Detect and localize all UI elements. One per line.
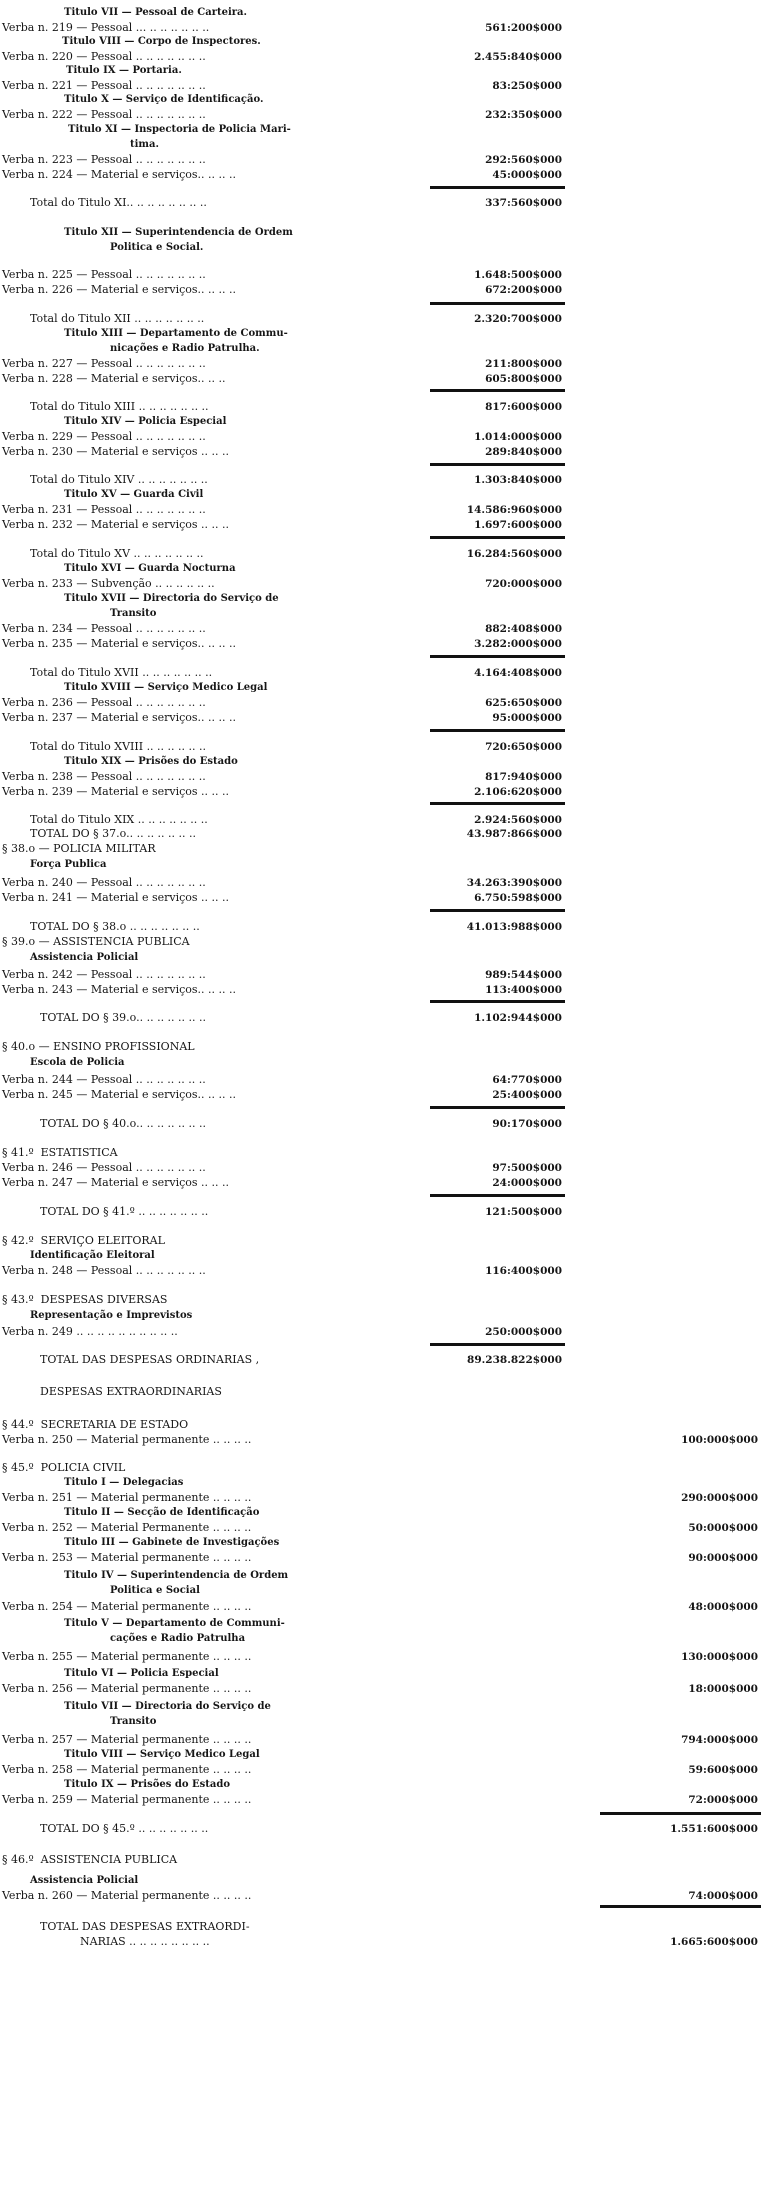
doc-line <box>0 1763 761 1777</box>
line-label: Verba n. 257 — Material permanente .. .. .. .. <box>2 1733 252 1746</box>
amount-ordinary: 25:400$000 <box>492 1089 562 1101</box>
doc-line <box>0 327 761 341</box>
doc-line <box>0 1476 761 1490</box>
amount-extraordinary: 290:000$000 <box>681 1492 758 1504</box>
amount-ordinary: 289:840$000 <box>485 446 562 458</box>
amount-ordinary: 3.282:000$000 <box>474 638 562 650</box>
section-heading: Transito <box>110 1716 157 1727</box>
doc-line <box>0 1569 761 1583</box>
line-label: Verba n. 240 — Pessoal .. .. .. .. .. .. .. <box>2 876 206 889</box>
rule-titulo-xvii <box>430 655 565 658</box>
doc-line <box>0 1920 761 1934</box>
amount-ordinary: 211:800$000 <box>485 358 562 370</box>
amount-ordinary: 232:350$000 <box>485 109 562 121</box>
amount-ordinary: 64:770$000 <box>492 1074 562 1086</box>
line-label: TOTAL DO § 37.o.. .. .. .. .. .. .. <box>30 827 197 840</box>
section-heading: Titulo X — Serviço de Identificação. <box>64 94 264 105</box>
amount-ordinary: 45:000$000 <box>492 169 562 181</box>
amount-ordinary: 14.586:960$000 <box>466 504 562 516</box>
amount-extraordinary: 48:000$000 <box>688 1601 758 1613</box>
doc-line <box>0 968 761 982</box>
amount-extraordinary: 1.665:600$000 <box>670 1936 758 1948</box>
amount-ordinary: 882:408$000 <box>485 623 562 635</box>
doc-line <box>0 445 761 459</box>
amount-extraordinary: 130:000$000 <box>681 1651 758 1663</box>
doc-line <box>0 1733 761 1747</box>
doc-line <box>0 607 761 621</box>
section-heading: Titulo XV — Guarda Civil <box>64 489 204 500</box>
section-heading: Titulo VII — Pessoal de Carteira. <box>64 7 248 18</box>
line-label: Verba n. 220 — Pessoal .. .. .. .. .. .. .. <box>2 50 206 63</box>
doc-line <box>0 93 761 107</box>
amount-ordinary: 1.303:840$000 <box>474 474 562 486</box>
section-heading: Identificação Eleitoral <box>30 1250 155 1261</box>
doc-line <box>0 1385 761 1399</box>
doc-line <box>0 1205 761 1219</box>
line-label: Verba n. 232 — Material e serviços .. .. .. <box>2 518 230 531</box>
amount-ordinary: 97:500$000 <box>492 1162 562 1174</box>
amount-ordinary: 817:940$000 <box>485 771 562 783</box>
section-heading: Titulo IV — Superintendencia de Ordem <box>64 1570 289 1581</box>
doc-line <box>0 430 761 444</box>
amount-extraordinary: 50:000$000 <box>688 1522 758 1534</box>
doc-line <box>0 342 761 356</box>
doc-line <box>0 64 761 78</box>
amount-extraordinary: 18:000$000 <box>688 1683 758 1695</box>
doc-line <box>0 920 761 934</box>
line-label: Verba n. 222 — Pessoal .. .. .. .. .. .. .. <box>2 108 206 121</box>
section-heading: Titulo VIII — Corpo de Inspectores. <box>62 36 261 47</box>
amount-ordinary: 43.987:866$000 <box>466 828 562 840</box>
line-label: NARIAS .. .. .. .. .. .. .. .. <box>80 1935 210 1948</box>
doc-line <box>0 226 761 240</box>
doc-line <box>0 312 761 326</box>
line-label: Verba n. 234 — Pessoal .. .. .. .. .. .. .. <box>2 622 206 635</box>
section-heading: Assistencia Policial <box>30 952 139 963</box>
rule-despesas-ordinarias <box>430 1343 565 1346</box>
line-label: § 42.º SERVIÇO ELEITORAL <box>2 1234 165 1247</box>
doc-line <box>0 1234 761 1248</box>
amount-ordinary: 83:250$000 <box>492 80 562 92</box>
line-label: § 46.º ASSISTENCIA PUBLICA <box>2 1853 178 1866</box>
doc-line <box>0 35 761 49</box>
section-heading: Politica e Social <box>110 1585 200 1596</box>
amount-ordinary: 95:000$000 <box>492 712 562 724</box>
doc-line <box>0 79 761 93</box>
doc-line <box>0 592 761 606</box>
doc-line <box>0 1584 761 1598</box>
line-label: Verba n. 231 — Pessoal .. .. .. .. .. .. .. <box>2 503 206 516</box>
doc-line <box>0 547 761 561</box>
line-label: Verba n. 242 — Pessoal .. .. .. .. .. .. .. <box>2 968 206 981</box>
line-label: Verba n. 221 — Pessoal .. .. .. .. .. .. .. <box>2 79 206 92</box>
line-label: Total do Titulo XVII .. .. .. .. .. .. .. <box>30 666 213 679</box>
line-label: Verba n. 236 — Pessoal .. .. .. .. .. .. .. <box>2 696 206 709</box>
doc-line <box>0 696 761 710</box>
line-label: Verba n. 248 — Pessoal .. .. .. .. .. .. .. <box>2 1264 206 1277</box>
amount-extraordinary: 90:000$000 <box>688 1552 758 1564</box>
doc-line <box>0 1700 761 1714</box>
amount-ordinary: 1.102:944$000 <box>474 1012 562 1024</box>
doc-line <box>0 1088 761 1102</box>
doc-line <box>0 785 761 799</box>
section-heading: cações e Radio Patrulha <box>110 1633 246 1644</box>
section-heading: Titulo IX — Prisões do Estado <box>64 1779 230 1790</box>
doc-line <box>0 196 761 210</box>
line-label: Verba n. 229 — Pessoal .. .. .. .. .. .. .. <box>2 430 206 443</box>
rule-par-40 <box>430 1106 565 1109</box>
line-label: Total do Titulo XI.. .. .. .. .. .. .. .. <box>30 196 207 209</box>
section-heading: Assistencia Policial <box>30 1875 139 1886</box>
doc-line <box>0 1309 761 1323</box>
doc-line <box>0 400 761 414</box>
doc-line <box>0 876 761 890</box>
doc-line <box>0 1433 761 1447</box>
doc-line <box>0 283 761 297</box>
rule-par-38 <box>430 909 565 912</box>
line-label: Verba n. 260 — Material permanente .. .. .. .. <box>2 1889 252 1902</box>
line-label: Total do Titulo XV .. .. .. .. .. .. .. <box>30 547 204 560</box>
amount-ordinary: 817:600$000 <box>485 401 562 413</box>
doc-line <box>0 488 761 502</box>
line-label: Verba n. 258 — Material permanente .. .. .. .. <box>2 1763 252 1776</box>
doc-line <box>0 123 761 137</box>
section-heading: Titulo XVI — Guarda Nocturna <box>64 563 236 574</box>
amount-ordinary: 605:800$000 <box>485 373 562 385</box>
doc-line <box>0 1461 761 1475</box>
doc-line <box>0 1748 761 1762</box>
rule-titulo-xiii <box>430 389 565 392</box>
line-label: Verba n. 252 — Material Permanente .. .. .. .. <box>2 1521 252 1534</box>
line-label: Verba n. 253 — Material permanente .. .. .. .. <box>2 1551 252 1564</box>
line-label: Verba n. 238 — Pessoal .. .. .. .. .. .. .. <box>2 770 206 783</box>
doc-line <box>0 1935 761 1949</box>
doc-line <box>0 1889 761 1903</box>
line-label: Verba n. 224 — Material e serviços.. .. .. .. <box>2 168 237 181</box>
doc-line <box>0 562 761 576</box>
line-label: Total do Titulo XIX .. .. .. .. .. .. .. <box>30 813 208 826</box>
doc-line <box>0 268 761 282</box>
doc-line <box>0 1617 761 1631</box>
rule-par-45 <box>600 1812 761 1815</box>
line-label: Verba n. 226 — Material e serviços.. .. .. .. <box>2 283 237 296</box>
doc-line <box>0 681 761 695</box>
section-heading: Transito <box>110 608 157 619</box>
line-label: Verba n. 251 — Material permanente .. .. .. .. <box>2 1491 252 1504</box>
line-label: § 43.º DESPESAS DIVERSAS <box>2 1293 168 1306</box>
amount-ordinary: 89.238.822$000 <box>467 1354 562 1366</box>
rule-despesas-extraordinarias <box>600 1905 761 1908</box>
doc-line <box>0 473 761 487</box>
doc-line <box>0 813 761 827</box>
amount-ordinary: 250:000$000 <box>485 1326 562 1338</box>
doc-line <box>0 1249 761 1263</box>
doc-line <box>0 50 761 64</box>
doc-line <box>0 1161 761 1175</box>
section-heading: Força Publica <box>30 859 107 870</box>
doc-line <box>0 1011 761 1025</box>
rule-par-41 <box>430 1194 565 1197</box>
section-heading: Titulo V — Departamento de Communi- <box>64 1618 285 1629</box>
section-heading: Titulo XIV — Policia Especial <box>64 416 227 427</box>
rule-titulo-xviii <box>430 729 565 732</box>
doc-line <box>0 1536 761 1550</box>
doc-line <box>0 1418 761 1432</box>
section-heading: Titulo XIII — Departamento de Commu- <box>64 328 288 339</box>
doc-line <box>0 891 761 905</box>
line-label: § 44.º SECRETARIA DE ESTADO <box>2 1418 189 1431</box>
doc-line <box>0 1632 761 1646</box>
doc-line <box>0 577 761 591</box>
doc-line <box>0 637 761 651</box>
line-label: Verba n. 247 — Material e serviços .. .. .. <box>2 1176 230 1189</box>
line-label: Verba n. 233 — Subvenção .. .. .. .. .. .. <box>2 577 215 590</box>
line-label: § 38.o — POLICIA MILITAR <box>2 842 156 855</box>
doc-line <box>0 168 761 182</box>
line-label: Verba n. 255 — Material permanente .. .. .. .. <box>2 1650 252 1663</box>
doc-line <box>0 503 761 517</box>
amount-ordinary: 1.648:500$000 <box>474 269 562 281</box>
line-label: § 40.o — ENSINO PROFISSIONAL <box>2 1040 195 1053</box>
line-label: TOTAL DO § 41.º .. .. .. .. .. .. .. <box>40 1205 209 1218</box>
doc-line <box>0 6 761 20</box>
section-heading: Titulo XVII — Directoria do Serviço de <box>64 593 279 604</box>
doc-line <box>0 138 761 152</box>
doc-line <box>0 1650 761 1664</box>
doc-line <box>0 1682 761 1696</box>
doc-line <box>0 1040 761 1054</box>
rule-titulo-xix <box>430 802 565 805</box>
rule-titulo-xi <box>430 186 565 189</box>
doc-line <box>0 1521 761 1535</box>
section-heading: Escola de Policia <box>30 1057 125 1068</box>
doc-line <box>0 357 761 371</box>
amount-extraordinary: 72:000$000 <box>688 1794 758 1806</box>
line-label: Verba n. 239 — Material e serviços .. .. .. <box>2 785 230 798</box>
amount-ordinary: 1.014:000$000 <box>474 431 562 443</box>
line-label: Verba n. 245 — Material e serviços.. .. .. .. <box>2 1088 237 1101</box>
section-heading: Titulo XIX — Prisões do Estado <box>64 756 238 767</box>
rule-titulo-xii <box>430 302 565 305</box>
doc-line <box>0 983 761 997</box>
line-label: Total do Titulo XVIII .. .. .. .. .. .. <box>30 740 207 753</box>
line-label: Verba n. 249 .. .. .. .. .. .. .. .. .. .. <box>2 1325 178 1338</box>
doc-line <box>0 1506 761 1520</box>
doc-line <box>0 1551 761 1565</box>
amount-ordinary: 625:650$000 <box>485 697 562 709</box>
amount-ordinary: 1.697:600$000 <box>474 519 562 531</box>
rule-par-39 <box>430 1000 565 1003</box>
doc-line <box>0 1822 761 1836</box>
line-label: Verba n. 256 — Material permanente .. .. .. .. <box>2 1682 252 1695</box>
line-label: Total do Titulo XII .. .. .. .. .. .. .. <box>30 312 205 325</box>
amount-extraordinary: 1.551:600$000 <box>670 1823 758 1835</box>
doc-line <box>0 1853 761 1867</box>
line-label: TOTAL DO § 38.o .. .. .. .. .. .. .. <box>30 920 200 933</box>
line-label: Verba n. 223 — Pessoal .. .. .. .. .. .. .. <box>2 153 206 166</box>
doc-line <box>0 711 761 725</box>
amount-ordinary: 2.924:560$000 <box>474 814 562 826</box>
doc-line <box>0 1073 761 1087</box>
line-label: Verba n. 259 — Material permanente .. .. .. .. <box>2 1793 252 1806</box>
doc-line <box>0 241 761 255</box>
section-heading: Titulo II — Secção de Identificação <box>64 1507 260 1518</box>
line-label: Verba n. 230 — Material e serviços .. .. .. <box>2 445 230 458</box>
amount-ordinary: 720:000$000 <box>485 578 562 590</box>
amount-ordinary: 989:544$000 <box>485 969 562 981</box>
amount-ordinary: 292:560$000 <box>485 154 562 166</box>
line-label: Verba n. 237 — Material e serviços.. .. .. .. <box>2 711 237 724</box>
doc-line <box>0 935 761 949</box>
section-heading: Titulo III — Gabinete de Investigações <box>64 1537 280 1548</box>
amount-ordinary: 720:650$000 <box>485 741 562 753</box>
section-heading: Representação e Imprevistos <box>30 1310 193 1321</box>
amount-ordinary: 561:200$000 <box>485 22 562 34</box>
doc-line <box>0 770 761 784</box>
doc-line <box>0 153 761 167</box>
amount-ordinary: 4.164:408$000 <box>474 667 562 679</box>
section-heading: Titulo VI — Policia Especial <box>64 1668 219 1679</box>
line-label: Verba n. 244 — Pessoal .. .. .. .. .. .. .. <box>2 1073 206 1086</box>
doc-line <box>0 1353 761 1367</box>
line-label: § 45.º POLICIA CIVIL <box>2 1461 126 1474</box>
section-heading: Titulo VIII — Serviço Medico Legal <box>64 1749 260 1760</box>
amount-ordinary: 2.106:620$000 <box>474 786 562 798</box>
doc-line <box>0 1264 761 1278</box>
section-heading: Politica e Social. <box>110 242 204 253</box>
amount-ordinary: 113:400$000 <box>485 984 562 996</box>
doc-line <box>0 842 761 856</box>
doc-line <box>0 1715 761 1729</box>
section-heading: Titulo XI — Inspectoria de Policia Mari- <box>68 124 291 135</box>
amount-ordinary: 24:000$000 <box>492 1177 562 1189</box>
section-heading: Titulo VII — Directoria do Serviço de <box>64 1701 271 1712</box>
doc-line <box>0 1176 761 1190</box>
line-label: § 39.o — ASSISTENCIA PUBLICA <box>2 935 190 948</box>
doc-line <box>0 1117 761 1131</box>
line-label: TOTAL DO § 45.º .. .. .. .. .. .. .. <box>40 1822 209 1835</box>
doc-line <box>0 1778 761 1792</box>
amount-ordinary: 34.263:390$000 <box>466 877 562 889</box>
amount-extraordinary: 794:000$000 <box>681 1734 758 1746</box>
amount-ordinary: 116:400$000 <box>485 1265 562 1277</box>
doc-line <box>0 372 761 386</box>
doc-line <box>0 518 761 532</box>
doc-line <box>0 1491 761 1505</box>
line-label: TOTAL DAS DESPESAS EXTRAORDI- <box>40 1920 250 1933</box>
section-heading: Titulo IX — Portaria. <box>66 65 182 76</box>
line-label: Verba n. 228 — Material e serviços.. .. .. <box>2 372 226 385</box>
line-label: Verba n. 254 — Material permanente .. .. .. .. <box>2 1600 252 1613</box>
doc-line <box>0 1793 761 1807</box>
section-heading: Titulo XII — Superintendencia de Ordem <box>64 227 293 238</box>
amount-ordinary: 337:560$000 <box>485 197 562 209</box>
line-label: Verba n. 246 — Pessoal .. .. .. .. .. .. .. <box>2 1161 206 1174</box>
doc-line <box>0 1056 761 1070</box>
line-label: Total do Titulo XIV .. .. .. .. .. .. .. <box>30 473 208 486</box>
section-heading: nicações e Radio Patrulha. <box>110 343 260 354</box>
amount-ordinary: 2.455:840$000 <box>474 51 562 63</box>
doc-line <box>0 1146 761 1160</box>
line-label: Verba n. 243 — Material e serviços.. .. .. .. <box>2 983 237 996</box>
doc-line <box>0 740 761 754</box>
line-label: Verba n. 225 — Pessoal .. .. .. .. .. .. .. <box>2 268 206 281</box>
line-label: TOTAL DO § 39.o.. .. .. .. .. .. .. <box>40 1011 207 1024</box>
line-label: Verba n. 241 — Material e serviços .. .. .. <box>2 891 230 904</box>
line-label: Total do Titulo XIII .. .. .. .. .. .. .. <box>30 400 209 413</box>
amount-ordinary: 90:170$000 <box>492 1118 562 1130</box>
line-label: § 41.º ESTATISTICA <box>2 1146 118 1159</box>
doc-line <box>0 666 761 680</box>
doc-line <box>0 21 761 35</box>
doc-line <box>0 1667 761 1681</box>
doc-line <box>0 1600 761 1614</box>
section-heading: Titulo XVIII — Serviço Medico Legal <box>64 682 268 693</box>
doc-line <box>0 951 761 965</box>
line-label: DESPESAS EXTRAORDINARIAS <box>40 1385 222 1398</box>
line-label: TOTAL DO § 40.o.. .. .. .. .. .. .. <box>40 1117 207 1130</box>
line-label: Verba n. 235 — Material e serviços.. .. .. .. <box>2 637 237 650</box>
amount-extraordinary: 74:000$000 <box>688 1890 758 1902</box>
doc-line <box>0 622 761 636</box>
amount-ordinary: 41.013:988$000 <box>466 921 562 933</box>
doc-line <box>0 415 761 429</box>
line-label: Verba n. 219 — Pessoal ... .. .. .. .. .. .. <box>2 21 210 34</box>
amount-extraordinary: 59:600$000 <box>688 1764 758 1776</box>
section-heading: Titulo I — Delegacias <box>64 1477 184 1488</box>
section-heading: tima. <box>130 139 159 150</box>
doc-line <box>0 1293 761 1307</box>
doc-line <box>0 755 761 769</box>
rule-titulo-xv <box>430 536 565 539</box>
amount-ordinary: 2.320:700$000 <box>474 313 562 325</box>
doc-line <box>0 827 761 841</box>
doc-line <box>0 108 761 122</box>
amount-extraordinary: 100:000$000 <box>681 1434 758 1446</box>
doc-line <box>0 1325 761 1339</box>
doc-line <box>0 858 761 872</box>
line-label: Verba n. 227 — Pessoal .. .. .. .. .. .. .. <box>2 357 206 370</box>
rule-titulo-xiv <box>430 463 565 466</box>
amount-ordinary: 672:200$000 <box>485 284 562 296</box>
amount-ordinary: 121:500$000 <box>485 1206 562 1218</box>
doc-line <box>0 1874 761 1888</box>
line-label: Verba n. 250 — Material permanente .. .. .. .. <box>2 1433 252 1446</box>
amount-ordinary: 16.284:560$000 <box>466 548 562 560</box>
amount-ordinary: 6.750:598$000 <box>474 892 562 904</box>
line-label: TOTAL DAS DESPESAS ORDINARIAS , <box>40 1353 260 1366</box>
